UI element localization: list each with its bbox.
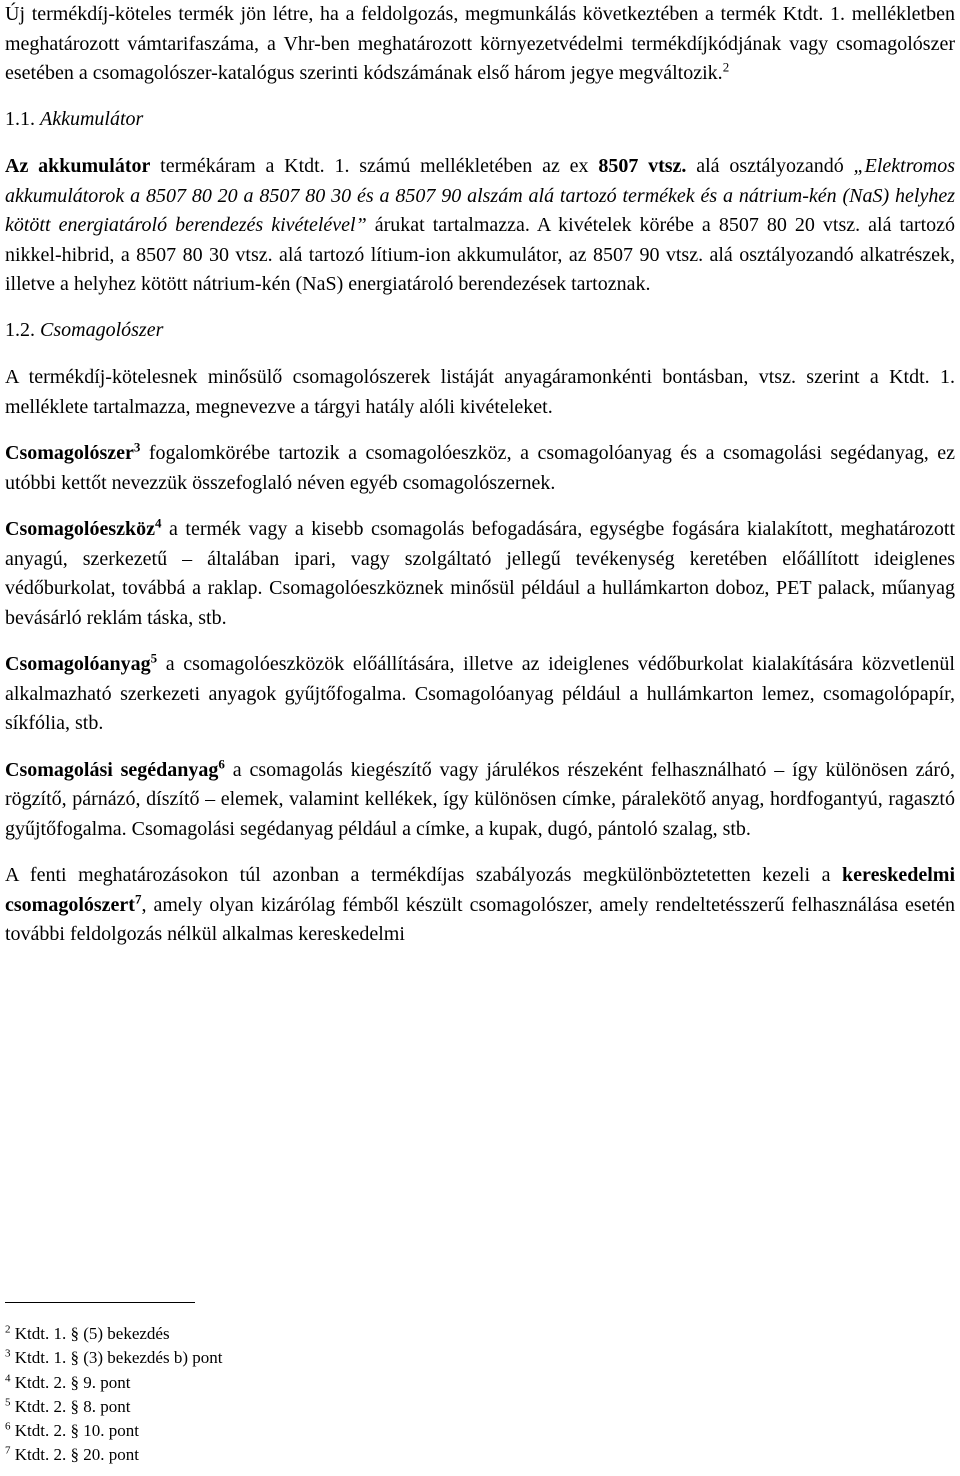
footnote-text: Ktdt. 2. § 8. pont: [10, 1396, 131, 1416]
section-title: Akkumulátor: [40, 107, 144, 130]
lead-text: Az: [5, 155, 39, 177]
section-number: 1.1.: [5, 107, 40, 130]
paragraph-text: a termék vagy a kisebb csomagolás befogadására, egységbe fogására kialakított, meghatározott anyagú, szerkezetű – általában ipari, vagy szolgáltató jellegű tevékenység keretében előállított ideiglenes védőburkolat, továbbá a raklap. Csomagolóeszköznek minősül például a hullámkarton doboz, PET palack, műanyag bevásárló reklám táska, stb.: [5, 518, 955, 629]
paragraph-segedanyag: [5, 756, 955, 845]
paragraph-intro: [5, 0, 955, 89]
footnote: [5, 1322, 222, 1346]
paragraph-csomagoloszer: [5, 439, 955, 498]
section-title: Csomagolószer: [40, 318, 164, 341]
footnote-ref: 2: [722, 59, 730, 75]
section-heading-csomagoloszer: [5, 316, 955, 346]
term-bold: Csomagolóanyag: [5, 653, 151, 675]
paragraph-text: fogalomkörébe tartozik a csomagolóeszköz, a csomagolóanyag és a csomagolási segédanyag, ez utóbbi kettőt nevezzük összefoglaló néven egyéb csomagolószernek.: [5, 442, 955, 494]
footnote-number: 3: [5, 1347, 11, 1360]
footnote-ref: 3: [133, 439, 141, 455]
footnote-text: Ktdt. 2. § 10. pont: [10, 1421, 139, 1441]
paragraph-text: termékáram a Ktdt. 1. számú mellékletében az ex: [150, 155, 599, 177]
footnote: [5, 1419, 222, 1443]
paragraph-text: a csomagolóeszközök előállítására, illetve az ideiglenes védőburkolat kialakítására közvetlenül alkalmazható szerkezeti anyagok gyűjtőfogalma. Csomagolóanyag például a hullámkarton lemez, csomagolópapír, síkfólia, stb.: [5, 653, 955, 734]
footnote-number: 2: [5, 1323, 11, 1336]
footnote-ref: 7: [134, 890, 142, 906]
paragraph-csomagoloeszkoz: [5, 515, 955, 633]
paragraph-text: alá osztályozandó: [686, 155, 854, 177]
term-bold: Csomagolószer: [5, 442, 134, 464]
footnote-text: Ktdt. 2. § 9. pont: [10, 1372, 131, 1392]
footnote-ref: 5: [150, 650, 158, 666]
footnote-text: Ktdt. 2. § 20. pont: [10, 1445, 139, 1465]
footnote: [5, 1443, 222, 1467]
vtsz-bold: 8507 vtsz.: [598, 155, 687, 177]
section-number: 1.2.: [5, 318, 40, 341]
footnote-number: 7: [5, 1444, 11, 1457]
section-heading-akkumulator: [5, 105, 955, 135]
footnote: [5, 1371, 222, 1395]
term-bold: Csomagolóeszköz: [5, 518, 155, 540]
paragraph-kereskedelmi: [5, 861, 955, 950]
paragraph-akkumulator: [5, 152, 955, 300]
footnote-number: 4: [5, 1371, 11, 1384]
paragraph-text: Új termékdíj-köteles termék jön létre, ha a feldolgozás, megmunkálás következtében a termék Ktdt. 1. mellékletben meghatározott vámtarifaszáma, a Vhr-ben meghatározott környezetvédelmi termékdíjkódjának vagy csomagolószer esetében a csomagolószer-katalógus szerinti kódszámának első három jegye megváltozik.: [5, 3, 955, 84]
term-bold: kereskedelmi csomagolószert: [5, 864, 955, 916]
footnote-number: 5: [5, 1396, 11, 1409]
paragraph-text: árukat tartalmazza. A kivételek körébe a 8507 80 20 vtsz. alá tartozó nikkel-hibrid, a 8507 80 30 vtsz. alá tartozó lítium-ion akkumulátor, az 8507 90 vtsz. alá osztályozandó alkatrészek, illetve a helyhez kötött nátrium-kén (NaS) energiatároló berendezések tartoznak.: [5, 214, 955, 295]
quoted-italic: „Elektromos akkumulátorok a 8507 80 20 a 8507 80 30 és a 8507 90 alszám alá tartozó termékek és a nátrium-kén (NaS) helyhez kötött energiatároló berendezés kivételével”: [5, 155, 956, 236]
footnote-text: Ktdt. 1. § (5) bekezdés: [10, 1324, 170, 1343]
paragraph-text: a csomagolás kiegészítő vagy járulékos részeként felhasználható – így különösen záró, rögzítő, párnázó, díszítő – elemek, valamint kellékek, így különösen címke, páralekötő anyag, hordfogantyú, ragasztó gyűjtőfogalma. Csomagolási segédanyag például a címke, a kupak, dugó, pántoló szalag, stb.: [5, 758, 955, 840]
paragraph-list: A termékdíj-kötelesnek minősülő csomagolószerek listáját anyagáramonkénti bontásban, vtsz. szerint a Ktdt. 1. melléklete tartalmazza, megnevezve a tárgyi hatály alóli kivételeket.: [5, 366, 955, 418]
term-bold: akkumulátor: [38, 155, 151, 177]
paragraph-text: A fenti meghatározásokon túl azonban a termékdíjas szabályozás megkülönböztetetten kezeli a: [5, 864, 843, 886]
footnote-ref: 6: [218, 755, 225, 771]
paragraph-csomagoloanyag: [5, 650, 955, 739]
footnote: [5, 1346, 222, 1370]
footnotes: [5, 1322, 222, 1468]
term-bold: Csomagolási segédanyag: [5, 758, 219, 781]
footnote-ref: 4: [154, 515, 162, 531]
paragraph-text: , amely olyan kizárólag fémből készült csomagolószer, amely rendeltetésszerű felhasználása esetén további feldolgozás nélkül alkalmas kereskedelmi: [5, 893, 955, 945]
footnote-number: 6: [5, 1420, 11, 1433]
footnote-separator: [5, 1302, 195, 1303]
footnote: [5, 1395, 222, 1419]
footnote-text: Ktdt. 1. § (3) bekezdés b) pont: [10, 1348, 223, 1368]
